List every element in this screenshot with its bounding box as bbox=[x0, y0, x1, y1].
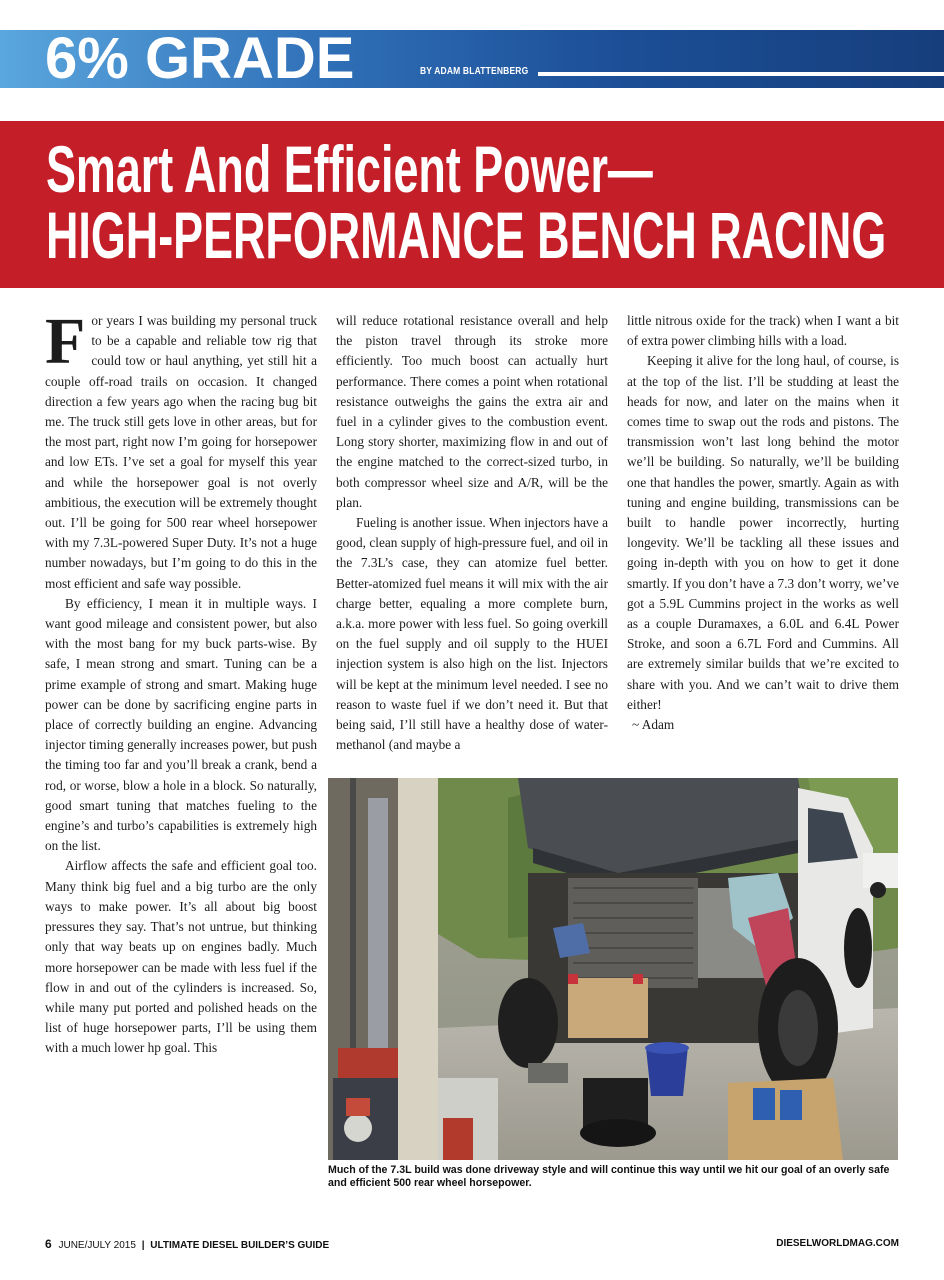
author-signoff: ~ Adam bbox=[632, 717, 675, 733]
article-column-2 bbox=[336, 311, 608, 755]
page-number: 6 bbox=[45, 1237, 52, 1251]
article-paragraph: little nitrous oxide for the track) when I want a bit of extra power climbing hills with a load. bbox=[627, 313, 899, 349]
drop-cap: F bbox=[45, 305, 86, 378]
issue-date: JUNE/JULY 2015 bbox=[58, 1240, 136, 1251]
paragraph-text: or years I was building my personal truck to be a capable and reliable tow rig that could tow or haul anything, yet still hit a couple off-road trails on occasion. It changed direction a few years ago when the racing bug bit me. The truck still gets love in other areas, but for the most part, right now I’m going for horsepower and low ETs. I’ve set a goal for myself this year and while the horsepower goal is not overly ambitious, the execution will be extremely thought out. I’ll be going for 500 rear wheel horsepower with my 7.3L-powered Super Duty. It’s not a huge number nowadays, but I’m going to do this in the most efficient and safe way possible. bbox=[45, 313, 317, 591]
article-column-3 bbox=[627, 311, 899, 735]
truck-garage-illustration bbox=[328, 778, 898, 1160]
footer-separator: | bbox=[141, 1240, 145, 1251]
section-title: 6% GRADE bbox=[45, 26, 355, 91]
headline-line-1: Smart And Efficient Power— bbox=[46, 132, 653, 206]
byline-rule bbox=[538, 72, 944, 76]
photo-caption: Much of the 7.3L build was done driveway style and will continue this way until we hit our goal of an overly safe and efficient 500 rear wheel horsepower. bbox=[328, 1164, 890, 1189]
article-paragraph: By efficiency, I mean it in multiple ways. I want good mileage and consistent power, but also with the most bang for my buck parts-wise. By safe, I mean strong and smart. Tuning can be a prime example of strong and smart. Making huge power can be done by sacrificing engine parts in place of correctly building an engine. Advancing injector timing generally increases power, but push the timing too far and you’ll break a crank, bend a rod, or worse, blow a hole in a block. So naturally, good smart tuning that matches fueling to the engine’s and turbo’s capabilities is extremely high on the list. bbox=[45, 595, 317, 854]
article-column-1 bbox=[45, 305, 317, 1059]
publication-name: ULTIMATE DIESEL BUILDER’S GUIDE bbox=[150, 1240, 330, 1251]
article-paragraph: Keeping it alive for the long haul, of course, is at the top of the list. I’ll be studding at least the heads for now, and later on the mains when it comes time to swap out the rods and pistons. The transmission won’t last long behind the motor we’ll be building. So naturally, we’ll be building one that handles the power, smartly. Again as with tuning and engine building, transmissions can be built to handle power incorrectly, hurting longevity. We’ll be tackling all these issues and going in-depth with you on how to get it done smartly. If you don’t have a 7.3 don’t worry, we’ve got a 5.9L Cummins project in the works as well as a couple Duramaxes, a 6.0L and 6.4L Power Stroke, and soon a 6.7L Ford and Cummins. All are extremely similar builds that we’re excited to share with you. And we can’t wait to drive them either! bbox=[627, 353, 899, 712]
article-paragraph bbox=[45, 305, 317, 594]
headline bbox=[46, 132, 887, 272]
article-photo bbox=[328, 778, 898, 1160]
headline-line-2: HIGH-PERFORMANCE BENCH RACING bbox=[46, 198, 887, 272]
article-paragraph: will reduce rotational resistance overall and help the piston travel through its stroke more efficiently. Too much boost can actually hurt performance. There comes a point when rotational resistance outweighs the gains the extra air and fuel in a cylinder gives to the combustion event. Long story shorter, maximizing flow in and out of the engine matched to the correct-sized turbo, in both compressor wheel size and A/R, will be the plan. bbox=[336, 313, 608, 510]
byline: BY ADAM BLATTENBERG bbox=[420, 66, 529, 77]
article-paragraph: Airflow affects the safe and efficient goal too. Many think big fuel and a big turbo are the only ways to make power. It’s all about big boost pressures they say. That’s not untrue, but thinking only that way beats up on engines badly. Much more horsepower can be made with less fuel if the flow in and out of the cylinders is increased. So, while many put ported and polished heads on the list of huge horsepower parts, I’ll be using them with a much lower hp goal. This bbox=[45, 858, 317, 1056]
page-footer-left bbox=[45, 1237, 329, 1251]
website-url: DIESELWORLDMAG.COM bbox=[776, 1238, 899, 1249]
article-paragraph: Fueling is another issue. When injectors have a good, clean supply of high-pressure fuel, and oil in the 7.3L’s case, they can atomize fuel better. Better-atomized fuel means it will mix with the air charge better, equaling a more complete burn, a.k.a. more power with less fuel. So going overkill on the fuel supply and oil supply to the HUEI injection system is also high on the list. Injectors will be kept at the minimum level needed. I see no reason to waste fuel if we don’t need it. But that being said, I’ll still have a healthy dose of water-methanol (and maybe a bbox=[336, 515, 608, 753]
